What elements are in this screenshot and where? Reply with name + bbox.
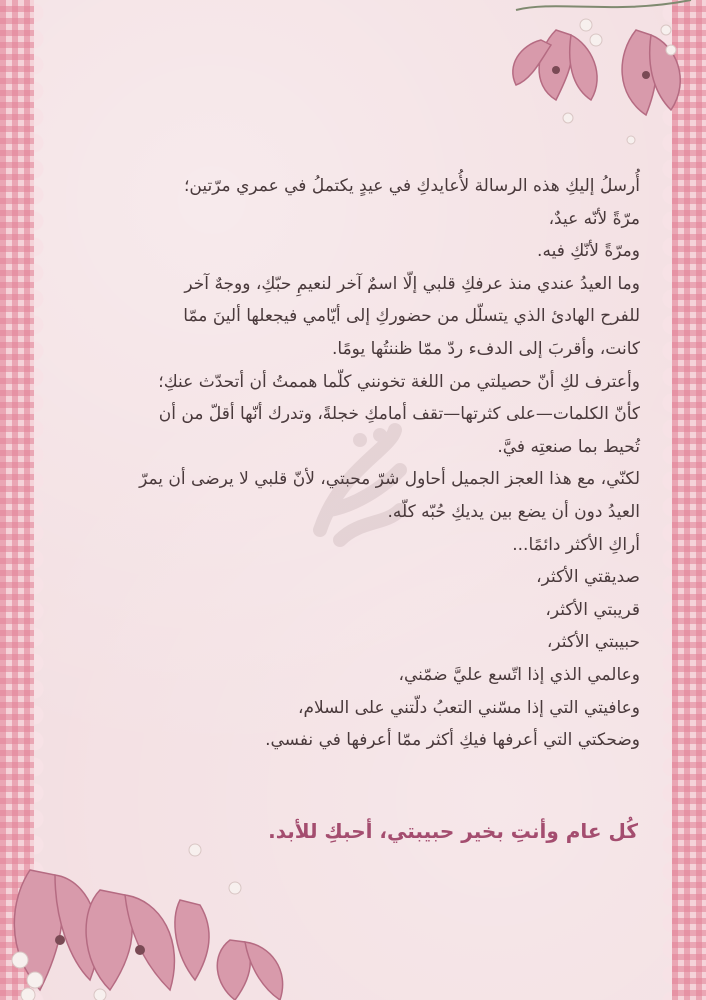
letter-body xyxy=(50,170,640,757)
letter-line: وعالمي الذي إذا اتّسع عليَّ ضمّني، xyxy=(398,664,640,685)
letter-line: وضحكتي التي أعرفها فيكِ أكثر ممّا أعرفها في نفسي. xyxy=(265,730,640,751)
flower-cluster-bottom-icon xyxy=(0,830,300,1000)
letter-line: ومرّةً لأنّكِ فيه. xyxy=(537,241,640,262)
letter-line: وأعترف لكِ أنّ حصيلتي من اللغة تخونني كلّما هممتُ أن أتحدّث عنكِ؛ xyxy=(158,371,640,392)
letter-line: وعافيتي التي إذا مسّني التعبُ دلّتني على السلام، xyxy=(298,697,640,718)
letter-line: أراكِ الأكثر دائمًا... xyxy=(512,534,640,555)
letter-line: كأنّ الكلمات—على كثرتها—تقف أمامكِ خجلةً، وتدرك أنّها أقلّ من أن xyxy=(158,404,640,425)
closing-line: كُل عام وأنتِ بخير حبيبتي، أحبكِ للأبد. xyxy=(268,819,638,843)
letter-line: مرّةً لأنّه عيدٌ، xyxy=(548,208,640,229)
right-scallop-edge xyxy=(656,0,672,1000)
letter-line: حبيبتي الأكثر، xyxy=(546,632,640,653)
flower-cluster-top-icon xyxy=(496,0,696,150)
letter-line: كانت، وأقربَ إلى الدفء ردّ ممّا ظننتُها يومًا. xyxy=(331,338,640,359)
letter-line: صديقتي الأكثر، xyxy=(536,567,640,588)
letter-line: لكنّي، مع هذا العجز الجميل أحاول شرّ محبتي، لأنّ قلبي لا يرضى أن يمرّ xyxy=(139,469,640,490)
letter-line: للفرح الهادئ الذي يتسلّل من حضوركِ إلى أيّامي فيجعلها ألينَ ممّا xyxy=(183,306,640,327)
letter-line: أُرسلُ إليكِ هذه الرسالة لأُعايدكِ في عيدٍ يكتملُ في عمري مرّتين؛ xyxy=(183,176,640,196)
right-gingham-border xyxy=(672,0,706,1000)
letter-line: وما العيدُ عندي منذ عرفكِ قلبي إلّا اسمٌ آخر لنعيمِ حبّكِ، ووجهٌ آخر xyxy=(184,273,640,294)
letter-line: العيدُ دون أن يضع بين يديكِ حُبّه كلّه. xyxy=(387,501,640,522)
letter-line: تُحيط بما صنعتِه فيَّ. xyxy=(497,436,640,457)
letter-line: قريبتي الأكثر، xyxy=(545,599,640,620)
